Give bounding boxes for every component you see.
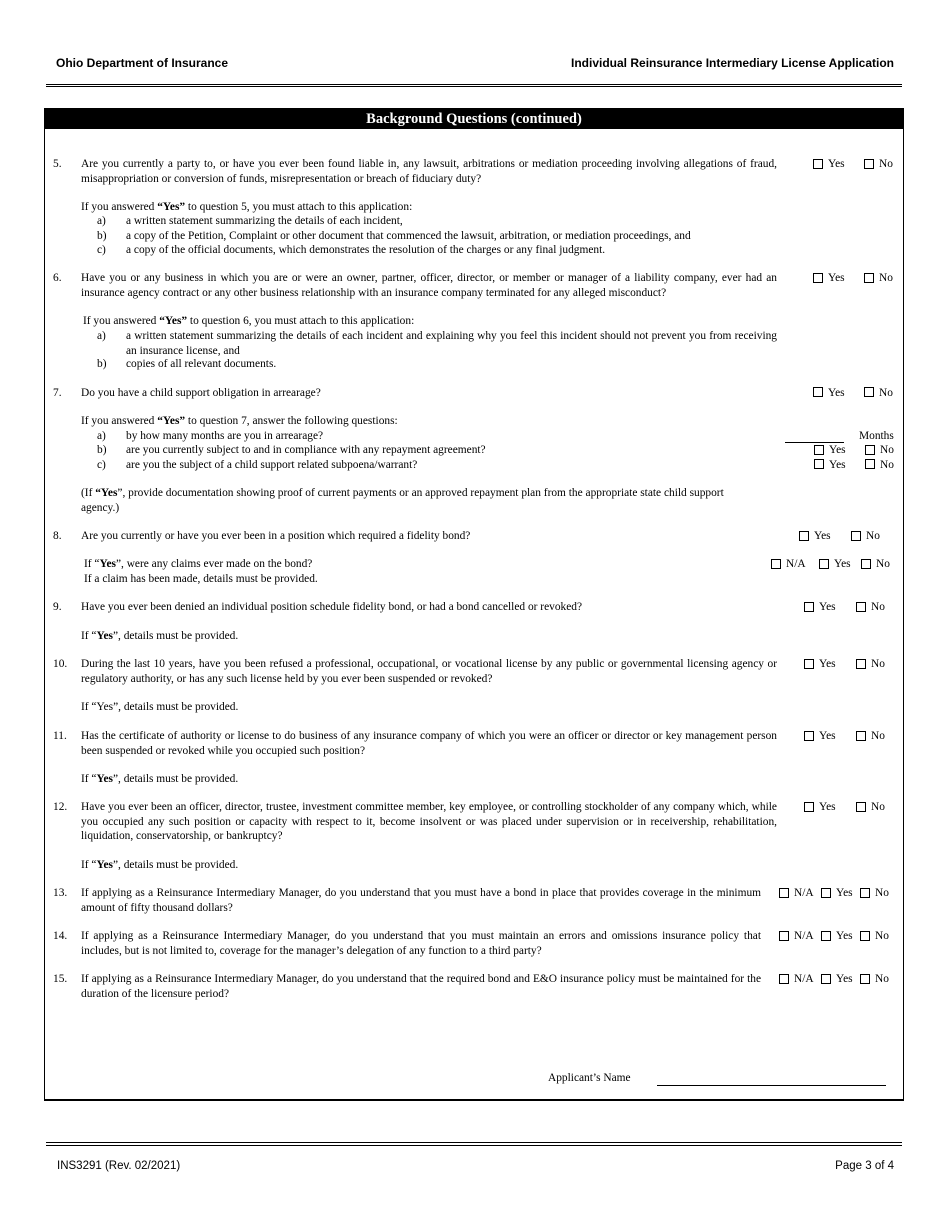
- q7b-no-label: No: [880, 444, 894, 456]
- q15-no-label: No: [875, 973, 889, 985]
- q5-item-a-letter: a): [97, 215, 106, 227]
- q7-text: Do you have a child support obligation in arrearage?: [81, 387, 321, 399]
- q7-item-b-letter: b): [97, 444, 107, 456]
- q5-item-b: a copy of the Petition, Complaint or other document that commenced the lawsuit, arbitration, or mediation proceedings, and: [126, 230, 691, 242]
- q6-no-checkbox[interactable]: [864, 273, 874, 283]
- q15-na-checkbox[interactable]: [779, 974, 789, 984]
- q5-text: Are you currently a party to, or have you ever been found liable in, any lawsuit, arbitrations or mediation proceeding involving allegations of fraud, misappropriation or conversion of funds, misrepresentation or breach of fiduciary duty?: [81, 158, 777, 185]
- q7-no-label: No: [879, 387, 893, 399]
- q7-no-checkbox[interactable]: [864, 387, 874, 397]
- q6-item-b: copies of all relevant documents.: [126, 358, 277, 370]
- applicant-name-label: Applicant’s Name: [548, 1072, 631, 1084]
- q13-no-label: No: [875, 887, 889, 899]
- q13-yes-label: Yes: [836, 887, 853, 899]
- q7b-yes-checkbox[interactable]: [814, 445, 824, 455]
- q7-number: 7.: [53, 387, 62, 399]
- q12-number: 12.: [53, 801, 68, 813]
- q15-na-label: N/A: [794, 973, 814, 985]
- q8-no-label: No: [866, 530, 880, 542]
- q7b-no-checkbox[interactable]: [865, 445, 875, 455]
- q15-no-checkbox[interactable]: [860, 974, 870, 984]
- q7-item-b: are you currently subject to and in compliance with any repayment agreement?: [126, 444, 486, 456]
- q7c-no-label: No: [880, 459, 894, 471]
- q11-yes-checkbox[interactable]: [804, 731, 814, 741]
- q7-item-c: are you the subject of a child support related subpoena/warrant?: [126, 459, 418, 471]
- q8-text: Are you currently or have you ever been in a position which required a fidelity bond?: [81, 530, 471, 542]
- q7-instructions: If you answered “Yes” to question 7, answer the following questions:: [81, 415, 398, 427]
- q14-na-checkbox[interactable]: [779, 931, 789, 941]
- q9-text: Have you ever been denied an individual position schedule fidelity bond, or had a bond cancelled or revoked?: [81, 601, 583, 613]
- q7c-yes-label: Yes: [829, 459, 846, 471]
- q6-item-a-letter: a): [97, 330, 106, 342]
- q11-text: Has the certificate of authority or license to do business of any insurance company of which you were an officer or director or key management person been suspended or revoked while you occupied such position?: [81, 730, 777, 757]
- q12-details-note: If “Yes”, details must be provided.: [81, 859, 239, 871]
- q15-number: 15.: [53, 973, 68, 985]
- q15-yes-checkbox[interactable]: [821, 974, 831, 984]
- q5-no-checkbox[interactable]: [864, 159, 874, 169]
- q13-text: If applying as a Reinsurance Intermediary Manager, do you understand that you must have a bond in place that provides coverage in the minimum amount of fifty thousand dollars?: [81, 887, 761, 914]
- q6-yes-checkbox[interactable]: [813, 273, 823, 283]
- applicant-name-field[interactable]: [657, 1070, 886, 1086]
- q14-number: 14.: [53, 930, 68, 942]
- q6-instructions: If you answered “Yes” to question 6, you must attach to this application:: [83, 315, 415, 327]
- q7c-no-checkbox[interactable]: [865, 459, 875, 469]
- q7-item-a-letter: a): [97, 430, 106, 442]
- q8-claims-na-checkbox[interactable]: [771, 559, 781, 569]
- q6-item-b-letter: b): [97, 358, 107, 370]
- q5-item-c-letter: c): [97, 244, 106, 256]
- q7-yes-checkbox[interactable]: [813, 387, 823, 397]
- q13-yes-checkbox[interactable]: [821, 888, 831, 898]
- q10-details-note: If “Yes”, details must be provided.: [81, 701, 239, 713]
- q12-yes-checkbox[interactable]: [804, 802, 814, 812]
- q6-yes-label: Yes: [828, 272, 845, 284]
- q8-claims-yes-label: Yes: [834, 558, 851, 570]
- q7a-months-label: Months: [859, 430, 894, 442]
- q11-number: 11.: [53, 730, 67, 742]
- q6-text: Have you or any business in which you are or were an owner, partner, officer, director, or member or manager of a liability company, ever had an insurance agency contract or any other business relationship with an insurance company terminated for any alleged misconduct?: [81, 272, 777, 299]
- q7c-yes-checkbox[interactable]: [814, 459, 824, 469]
- q9-number: 9.: [53, 601, 62, 613]
- q10-no-label: No: [871, 658, 885, 670]
- section-title: Background Questions (continued): [45, 109, 903, 129]
- q14-no-label: No: [875, 930, 889, 942]
- footer-rule: [46, 1142, 902, 1143]
- q15-yes-label: Yes: [836, 973, 853, 985]
- q9-no-checkbox[interactable]: [856, 602, 866, 612]
- q6-number: 6.: [53, 272, 62, 284]
- q11-no-checkbox[interactable]: [856, 731, 866, 741]
- q5-no-label: No: [879, 158, 893, 170]
- q13-no-checkbox[interactable]: [860, 888, 870, 898]
- q8-no-checkbox[interactable]: [851, 531, 861, 541]
- q9-no-label: No: [871, 601, 885, 613]
- q6-item-a: a written statement summarizing the details of each incident and explaining why you feel this incident should not prevent you from receiving an insurance license, and: [126, 330, 777, 357]
- q13-number: 13.: [53, 887, 68, 899]
- q5-item-b-letter: b): [97, 230, 107, 242]
- q5-item-c: a copy of the official documents, which demonstrates the resolution of the charges or any final judgment.: [126, 244, 606, 256]
- q8-yes-label: Yes: [814, 530, 831, 542]
- q5-item-a: a written statement summarizing the details of each incident,: [126, 215, 403, 227]
- q7-yes-label: Yes: [828, 387, 845, 399]
- q8-yes-checkbox[interactable]: [799, 531, 809, 541]
- q10-yes-checkbox[interactable]: [804, 659, 814, 669]
- q7-item-a: by how many months are you in arrearage?: [126, 430, 324, 442]
- header-rule: [46, 84, 902, 85]
- q5-yes-label: Yes: [828, 158, 845, 170]
- q14-na-label: N/A: [794, 930, 814, 942]
- q8-claims-no-label: No: [876, 558, 890, 570]
- q11-details-note: If “Yes”, details must be provided.: [81, 773, 239, 785]
- q7b-yes-label: Yes: [829, 444, 846, 456]
- q5-instructions: If you answered “Yes” to question 5, you must attach to this application:: [81, 201, 413, 213]
- q15-text: If applying as a Reinsurance Intermediary Manager, do you understand that the required bond and E&O insurance policy must be maintained for the duration of the licensure period?: [81, 973, 761, 1000]
- header-rule-2: [46, 86, 902, 87]
- q8-claims-na-label: N/A: [786, 558, 806, 570]
- q5-yes-checkbox[interactable]: [813, 159, 823, 169]
- footer-rule-2: [46, 1145, 902, 1146]
- q13-na-checkbox[interactable]: [779, 888, 789, 898]
- q10-no-checkbox[interactable]: [856, 659, 866, 669]
- q7-note: (If “Yes”, provide documentation showing proof of current payments or an approved repayment plan from the appropriate state child support agency.): [81, 487, 724, 514]
- q12-text: Have you ever been an officer, director, trustee, investment committee member, key employee, or controlling stockholder of any company which, while you occupied any such position or capacity with respect to it, become insolvent or was placed under supervision or in receivership, rehabilitation, liquidation, conservatorship, or bankruptcy?: [81, 801, 777, 842]
- q11-no-label: No: [871, 730, 885, 742]
- header-agency: Ohio Department of Insurance: [56, 56, 229, 70]
- q13-na-label: N/A: [794, 887, 814, 899]
- q7-item-c-letter: c): [97, 459, 106, 471]
- q11-yes-label: Yes: [819, 730, 836, 742]
- q9-yes-checkbox[interactable]: [804, 602, 814, 612]
- q14-text: If applying as a Reinsurance Intermediary Manager, do you understand that you must maintain an errors and omissions insurance policy that includes, but is not limited to, coverage for the manager’s delegation of any function to a third party?: [81, 930, 761, 957]
- q10-text: During the last 10 years, have you been refused a professional, occupational, or vocational license by any public or governmental licensing agency or regulatory authority, or has any such license held by you ever been suspended or revoked?: [81, 658, 777, 685]
- q8-claims-question: If “Yes”, were any claims ever made on the bond?: [84, 558, 313, 570]
- q12-no-label: No: [871, 801, 885, 813]
- q10-number: 10.: [53, 658, 68, 670]
- q9-details-note: If “Yes”, details must be provided.: [81, 630, 239, 642]
- page-number: Page 3 of 4: [835, 1160, 894, 1172]
- q14-yes-checkbox[interactable]: [821, 931, 831, 941]
- q6-no-label: No: [879, 272, 893, 284]
- q14-no-checkbox[interactable]: [860, 931, 870, 941]
- q12-yes-label: Yes: [819, 801, 836, 813]
- q9-yes-label: Yes: [819, 601, 836, 613]
- q14-yes-label: Yes: [836, 930, 853, 942]
- q10-yes-label: Yes: [819, 658, 836, 670]
- q8-claims-note: If a claim has been made, details must be provided.: [84, 573, 318, 585]
- q8-claims-no-checkbox[interactable]: [861, 559, 871, 569]
- q8-claims-yes-checkbox[interactable]: [819, 559, 829, 569]
- form-number: INS3291 (Rev. 02/2021): [57, 1160, 181, 1172]
- q8-number: 8.: [53, 530, 62, 542]
- header-form-title: Individual Reinsurance Intermediary License Application: [571, 56, 894, 70]
- q5-number: 5.: [53, 158, 62, 170]
- q12-no-checkbox[interactable]: [856, 802, 866, 812]
